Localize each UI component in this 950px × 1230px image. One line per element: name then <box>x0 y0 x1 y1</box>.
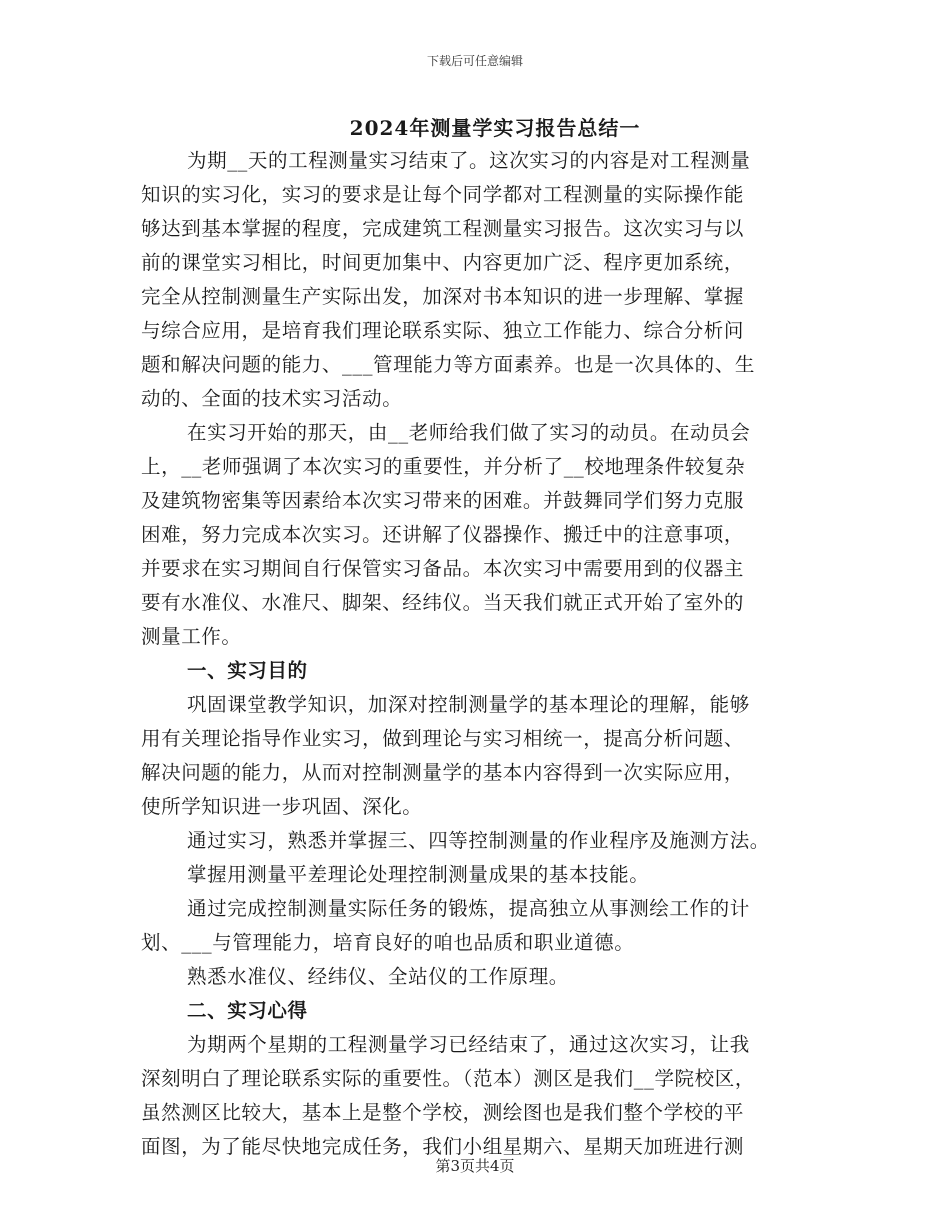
page-number-footer: 第3页共4页 <box>435 1157 515 1175</box>
body-line: 前的课堂实习相比，时间更加集中、内容更加广泛、程序更加系统， <box>141 251 745 274</box>
body-line: 知识的实习化，实习的要求是让每个同学都对工程测量的实际操作能 <box>141 183 745 206</box>
body-line: 掌握用测量平差理论处理控制测量成果的基本技能。 <box>187 863 650 886</box>
body-line: 解决问题的能力，从而对控制测量学的基本内容得到一次实际应用， <box>141 761 745 784</box>
body-line: 深刻明白了理论联系实际的重要性。（范本）测区是我们__学院校区， <box>141 1067 755 1090</box>
body-line: 要有水准仪、水准尺、脚架、经纬仪。当天我们就正式开始了室外的 <box>141 591 745 614</box>
body-line: 巩固课堂教学知识，加深对控制测量学的基本理论的理解，能够 <box>187 693 750 716</box>
body-line: 及建筑物密集等因素给本次实习带来的困难。并鼓舞同学们努力克服 <box>141 489 745 512</box>
body-line: 熟悉水准仪、经纬仪、全站仪的工作原理。 <box>187 965 569 988</box>
body-line: 题和解决问题的能力、___管理能力等方面素养。也是一次具体的、生 <box>141 353 755 376</box>
body-line: 测量工作。 <box>141 625 242 648</box>
body-line: 通过实习，熟悉并掌握三、四等控制测量的作业程序及施测方法。 <box>187 829 770 852</box>
section-heading: 二、实习心得 <box>187 999 308 1022</box>
body-line: 完全从控制测量生产实际出发，加深对书本知识的进一步理解、掌握 <box>141 285 745 308</box>
body-line: 虽然测区比较大，基本上是整个学校，测绘图也是我们整个学校的平 <box>141 1101 745 1124</box>
body-line: 上，__老师强调了本次实习的重要性，并分析了__校地理条件较复杂 <box>141 455 746 478</box>
body-line: 够达到基本掌握的程度，完成建筑工程测量实习报告。这次实习与以 <box>141 217 745 240</box>
page-header-note: 下载后可任意编辑 <box>426 54 523 68</box>
body-line: 使所学知识进一步巩固、深化。 <box>141 795 423 818</box>
body-line: 用有关理论指导作业实习，做到理论与实习相统一，提高分析问题、 <box>141 727 745 750</box>
body-line: 困难，努力完成本次实习。还讲解了仪器操作、搬迁中的注意事项， <box>141 523 745 546</box>
body-line: 划、___与管理能力，培育良好的咱也品质和职业道德。 <box>141 931 635 954</box>
body-line: 动的、全面的技术实习活动。 <box>141 387 403 410</box>
document-title: 2024年测量学实习报告总结一 <box>349 116 641 140</box>
body-line: 与综合应用，是培育我们理论联系实际、独立工作能力、综合分析问 <box>141 319 745 342</box>
body-line: 并要求在实习期间自行保管实习备品。本次实习中需要用到的仪器主 <box>141 557 745 580</box>
body-line: 为期__天的工程测量实习结束了。这次实习的内容是对工程测量 <box>187 149 751 172</box>
section-heading: 一、实习目的 <box>187 659 308 682</box>
document-body <box>141 144 809 1164</box>
body-line: 为期两个星期的工程测量学习已经结束了，通过这次实习，让我 <box>187 1033 750 1056</box>
body-line: 面图，为了能尽快地完成任务，我们小组星期六、星期天加班进行测 <box>141 1135 745 1158</box>
body-line: 通过完成控制测量实际任务的锻炼，提高独立从事测绘工作的计 <box>187 897 750 920</box>
body-line: 在实习开始的那天，由__老师给我们做了实习的动员。在动员会 <box>187 421 751 444</box>
